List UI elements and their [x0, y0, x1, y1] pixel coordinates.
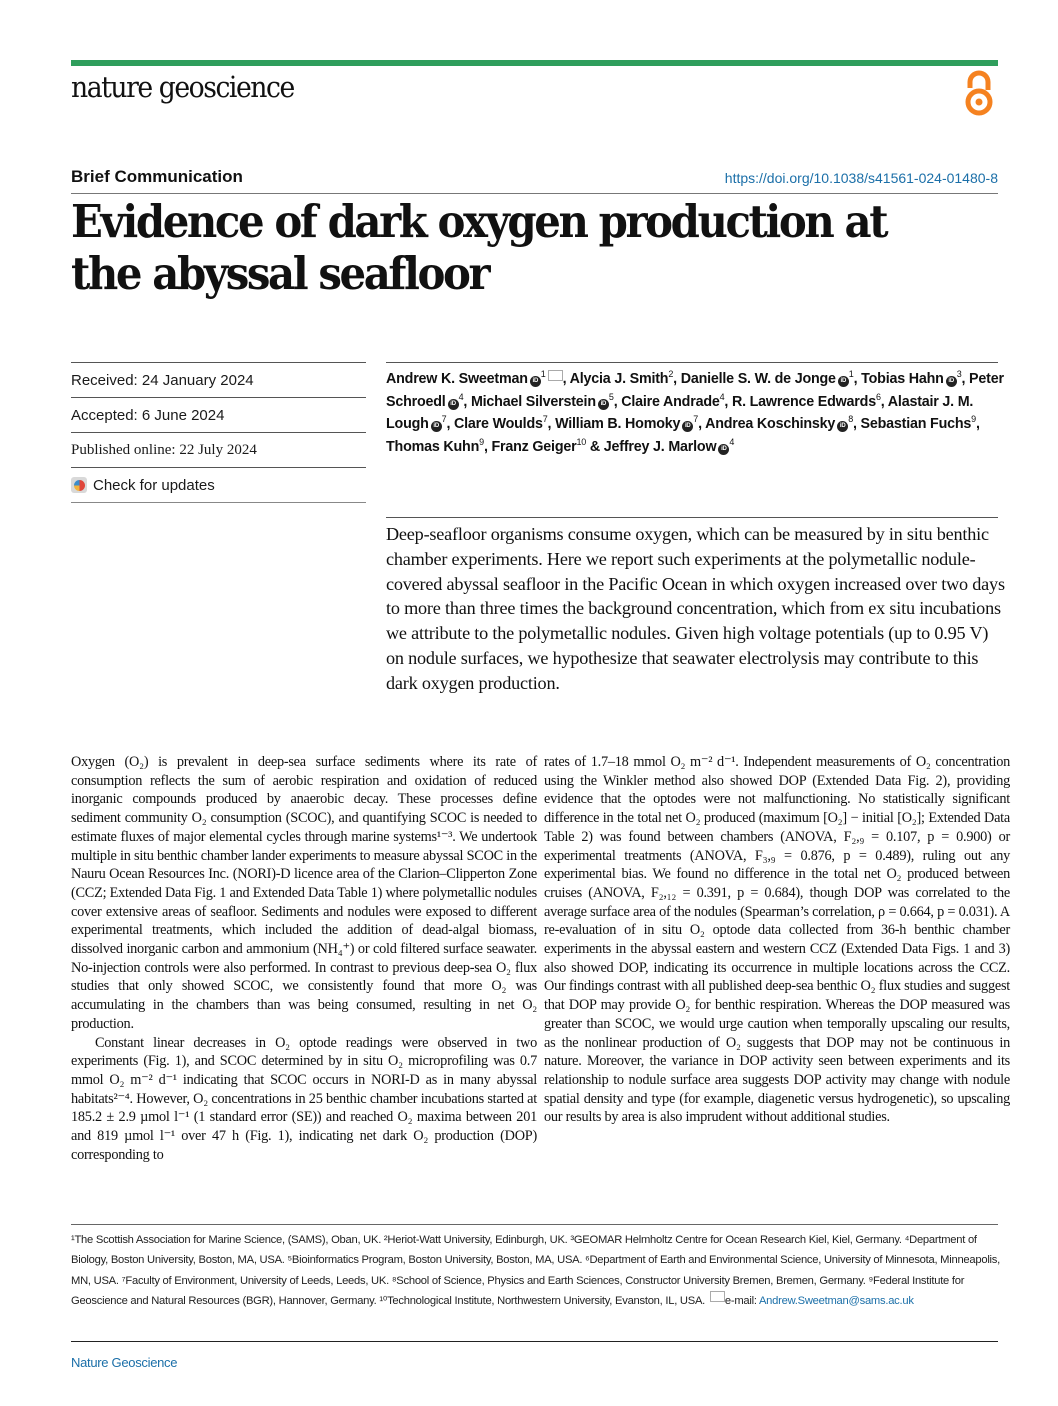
author-name[interactable]: Franz Geiger: [491, 439, 577, 456]
orcid-icon[interactable]: iD: [448, 399, 459, 410]
corresponding-email-icon[interactable]: [548, 370, 563, 381]
check-for-updates-button[interactable]: [71, 467, 366, 503]
author-name[interactable]: Andrew K. Sweetman: [386, 371, 528, 387]
divider: [71, 193, 998, 194]
author-name[interactable]: Alastair J. M. Lough: [386, 393, 974, 433]
check-updates-icon: [71, 477, 87, 493]
affiliation-number: 9: [479, 437, 484, 448]
article-title: Evidence of dark oxygen production at the abyssal seafloor: [71, 195, 887, 300]
body-column-right: [544, 753, 1010, 1127]
orcid-icon[interactable]: iD: [837, 421, 848, 432]
affiliation-number: 4: [719, 391, 725, 402]
orcid-icon[interactable]: iD: [598, 399, 609, 410]
author-name[interactable]: Sebastian Fuchs: [860, 416, 972, 433]
author-name[interactable]: Clare Woulds: [454, 416, 543, 433]
doi-link[interactable]: https://doi.org/10.1038/s41561-024-01480-8: [724, 170, 998, 186]
orcid-icon[interactable]: iD: [682, 421, 693, 432]
affiliation-number: 1: [848, 369, 854, 380]
orcid-icon[interactable]: iD: [431, 421, 442, 432]
open-access-lock-icon: [962, 70, 996, 118]
accepted-label: Accepted: 6 June 2024: [71, 406, 225, 424]
author-name[interactable]: Michael Silverstein: [470, 393, 596, 410]
affiliation-number: 7: [693, 414, 699, 425]
footer-journal-name: Nature Geoscience: [71, 1355, 178, 1370]
journal-name: nature geoscience: [71, 70, 294, 104]
abstract: Deep-seafloor organisms consume oxygen, which can be measured by in situ benthic chamber experiments. Here we report such experiments at the polymetallic nodule-covered abyssal seafloor in the Pacific Ocean in which oxygen increased over two days to more than three times the background concentration, which from ex situ incubations we attribute to the polymetallic nodules. Given high voltage potentials (up to 0.95 V) on nodule surfaces, we hypothesize that seawater electrolysis may contribute to this dark oxygen production.: [386, 524, 1005, 693]
affiliations: [71, 1230, 1001, 1311]
body-paragraph: Constant linear decreases in O₂ optode readings were observed in two experiments (Fig. 1), and SCOC determined by in situ O₂ microprofiling was 0.7 mmol O₂ m⁻² d⁻¹ indicating that SCOC occurs in NORI-D as in many abyssal habitats²⁻⁴. However, O₂ concentrations in 25 benthic chamber incubations started at 185.2 ± 2.9 µmol l⁻¹ (1 standard error (SE)) and reached O₂ maxima between 201 and 819 µmol l⁻¹ over 47 h (Fig. 1), indicating net dark O₂ production (DOP) corresponding to: [71, 1034, 537, 1163]
affiliation-number: 1: [540, 369, 546, 380]
affiliation-number: 9: [971, 414, 976, 425]
affiliation-number: 6: [875, 391, 881, 402]
author-name[interactable]: Peter Schroedl: [386, 371, 1004, 410]
affiliation-number: 8: [848, 414, 853, 425]
divider: [71, 1224, 998, 1225]
author-name[interactable]: Thomas Kuhn: [386, 439, 480, 456]
author-name[interactable]: Andrea Koschinsky: [705, 416, 836, 433]
author-name[interactable]: William B. Homoky: [555, 416, 681, 433]
email-icon: [710, 1291, 725, 1302]
author-name[interactable]: Jeffrey J. Marlow: [603, 439, 717, 456]
author-list: Andrew K. Sweetman $iD^1$ , Alycia J. Smith$^2$, Danielle S. W. de Jonge $iD^1$, Tobias Hahn $iD^3$, Peter Schroedl $iD^4$, Michael Silverstein $iD^5$, Claire Andrade$^4$, R. Lawrence Edwards$^6$, Alastair J. M. Lough $iD^7$, Clare Woulds$^7$, William B. Homoky $iD^7$, Andrea Koschinsky $iD^8$, Sebastian Fuchs$^9$, Thomas Kuhn$^9$, Franz Geiger$^{10}$ & Jeffrey J. Marlow $iD^4$: [386, 369, 1004, 456]
body-paragraph: rates of 1.7–18 mmol O₂ m⁻² d⁻¹. Independent measurements of O₂ concentration using the Winkler method also showed DOP (Extended Data Fig. 2), providing evidence that the optodes were not malfunctioning. No statistically significant difference in the total net O₂ produced (maximum [O₂] − initial [O₂]; Extended Data Table 2) was found between chambers (ANOVA, F₂,₉ = 0.107, p = 0.900) or experimental treatments (ANOVA, F₃,₉ = 0.876, p = 0.489), ruling out any experimental bias. We found no difference in the total net O₂ produced between cruises (ANOVA, F₂,₁₂ = 0.391, p = 0.684), though DOP was correlated to the average surface area of the nodules (Spearman’s correlation, ρ = 0.664, p = 0.031). A re-evaluation of in situ O₂ optode data collected from 36-h benthic chamber experiments in the abyssal eastern and western CCZ (Extended Data Figs. 1 and 3) also showed DOP, indicating its occurrence in multiple locations across the CCZ. Our findings contrast with all published deep-sea benthic O₂ flux studies and suggest that DOP may provide O₂ for benthic respiration. Whereas the DOP measured was greater than SCOC, we would urge caution when temporally upscaling our results, as the nonlinear production of O₂ suggests that DOP may not be continuous in nature. Moreover, the variance in DOP activity seen between experiments and its relationship to nodule surface area suggests DOP activity may change with nodule spatial density and type (for example, diagenetic versus hydrogenetic), so upscaling our results by area is also imprudent without additional studies.: [544, 754, 1010, 1126]
affiliations-text: ¹The Scottish Association for Marine Science, (SAMS), Oban, UK. ²Heriot-Watt University, Edinburgh, UK. ³GEOMAR Helmholtz Centre for Ocean Research Kiel, Kiel, Germany. ⁴Department of Biology, Boston University, Boston, MA, USA. ⁵Bioinformatics Program, Boston University, Boston, MA, USA. ⁶Department of Earth and Environmental Science, University of Minnesota, Minneapolis, MN, USA. ⁷Faculty of Environment, University of Leeds, Leeds, UK. ⁸School of Science, Physics and Earth Sciences, Constructor University Bremen, Bremen, Germany. ⁹Federal Institute for Geoscience and Natural Resources (BGR), Hannover, Germany. ¹⁰Technological Institute, Northwestern University, Evanston, IL, USA.: [71, 1234, 1000, 1307]
affiliation-number: 3: [956, 369, 962, 380]
check-updates-label: Check for updates: [93, 476, 215, 494]
email-link[interactable]: Andrew.Sweetman@sams.ac.uk: [758, 1294, 914, 1307]
orcid-icon[interactable]: iD: [838, 376, 849, 387]
received-label: Received: 24 January 2024: [71, 371, 254, 389]
received-date: [71, 362, 366, 397]
body-paragraph: Oxygen (O₂) is prevalent in deep-sea surface sediments where its rate of consumption reflects the sum of aerobic respiration and oxidation of reduced inorganic compounds produced by anaerobic decay. These processes define sediment community O₂ consumption (SCOC), and quantifying SCOC is needed to estimate fluxes of major elemental cycles through marine systems¹⁻³. We undertook multiple in situ benthic chamber lander experiments to measure abyssal SCOC in the Nauru Ocean Resources Inc. (NORI)-D licence area of the Clarion–Clipperton Zone (CCZ; Extended Data Fig. 1 and Extended Data Table 1) where polymetallic nodules cover extensive areas of seafloor. Sediments and nodules were exposed to different experimental treatments, which included the addition of dead-algal biomass, dissolved inorganic carbon and ammonium (NH₄⁺) or cold filtered surface seawater. No-injection controls were also performed. In contrast to previous deep-sea O₂ flux studies that only showed SCOC, we consistently found that more O₂ was accumulating in the chambers than was being consumed, resulting in net O₂ production.: [71, 754, 537, 1032]
article-type: Brief Communication: [71, 167, 243, 186]
accepted-date: [71, 397, 366, 432]
orcid-icon[interactable]: iD: [718, 444, 729, 455]
orcid-icon[interactable]: iD: [946, 376, 957, 387]
author-name[interactable]: R. Lawrence Edwards: [731, 393, 876, 410]
affiliation-number: 7: [542, 414, 548, 425]
affiliation-number: 10: [576, 437, 587, 448]
affiliation-number: 4: [729, 437, 735, 448]
email-label: e-mail:: [724, 1294, 757, 1307]
author-name[interactable]: Claire Andrade: [621, 393, 720, 410]
author-name[interactable]: Danielle S. W. de Jonge: [680, 371, 836, 387]
author-name[interactable]: Alycia J. Smith: [569, 371, 669, 387]
affiliation-number: 7: [441, 414, 447, 425]
affiliation-number: 4: [458, 391, 464, 402]
orcid-icon[interactable]: iD: [530, 376, 541, 387]
journal-accent-bar: [71, 60, 998, 66]
divider: [386, 362, 998, 363]
affiliation-number: 5: [608, 391, 614, 402]
affiliation-number: 2: [668, 369, 674, 380]
publication-dates: [71, 362, 366, 503]
author-name[interactable]: Tobias Hahn: [861, 371, 944, 387]
divider: [71, 1341, 998, 1342]
published-date: [71, 432, 366, 467]
body-column-left: [71, 753, 537, 1164]
divider: [386, 517, 998, 518]
published-label: Published online: 22 July 2024: [71, 441, 257, 458]
